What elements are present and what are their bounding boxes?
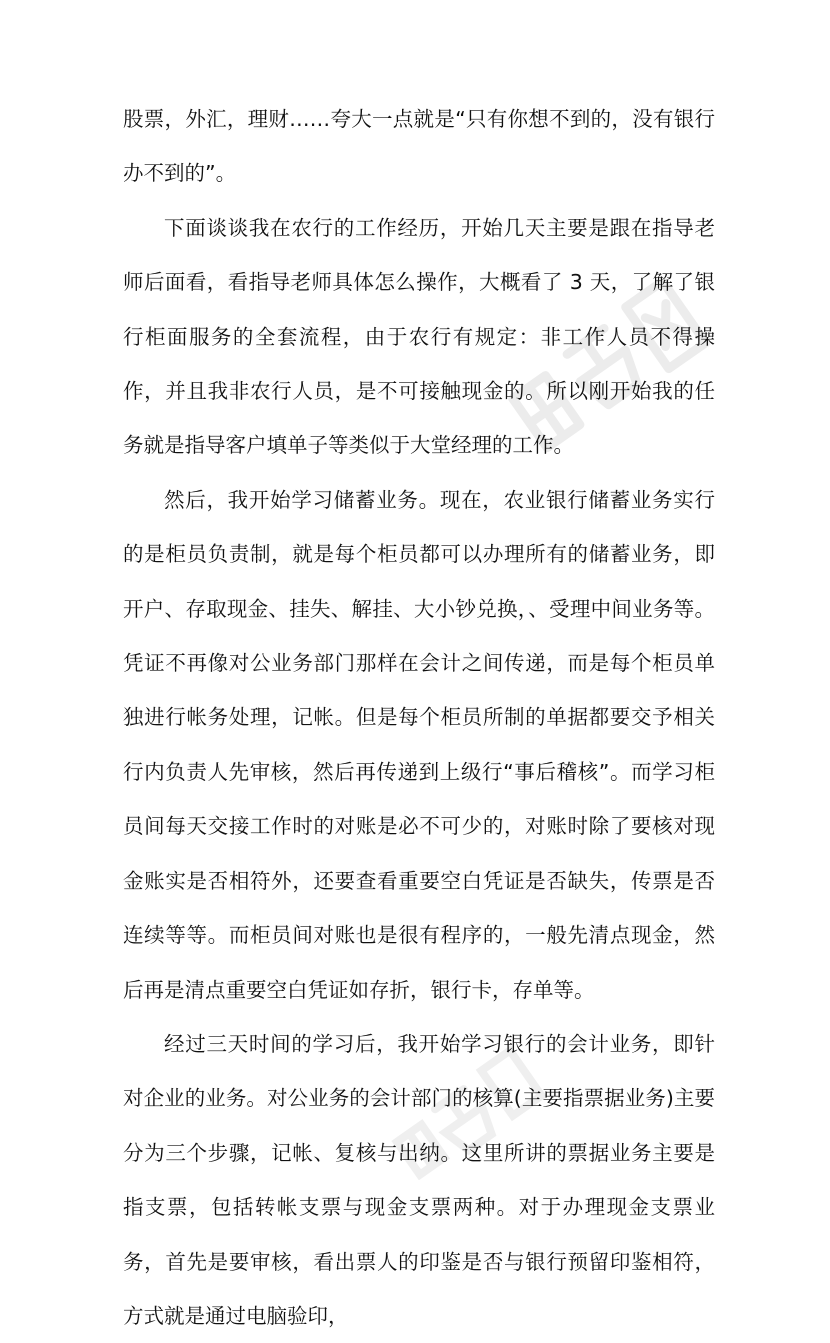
paragraph-continuation: 股票，外汇，理财……夸大一点就是“只有你想不到的，没有银行办不到的”。 xyxy=(123,107,715,186)
document-body xyxy=(123,92,715,1343)
paragraph-accounting-business: 经过三天时间的学习后，我开始学习银行的会计业务，即针对企业的业务。对公业务的会计部门的核算(主要指票据业务)主要分为三个步骤，记帐、复核与出纳。这里所讲的票据业务主要是指支票，包括转帐支票与现金支票两种。对于办理现金支票业务，首先是要审核，看出票人的印鉴是否与银行预留印鉴相符，方式就是通过电脑验印， xyxy=(123,1031,715,1328)
paragraph-work-experience: 下面谈谈我在农行的工作经历，开始几天主要是跟在指导老师后面看，看指导老师具体怎么操作，大概看了 3 天，了解了银行柜面服务的全套流程，由于农行有规定：非工作人员不得操作，并且我非农行人员，是不可接触现金的。所以刚开始我的任务就是指导客户填单子等类似于大堂经理的工作。 xyxy=(123,215,715,458)
paragraph-savings-business: 然后，我开始学习储蓄业务。现在，农业银行储蓄业务实行的是柜员负责制，就是每个柜员都可以办理所有的储蓄业务，即开户、存取现金、挂失、解挂、大小钞兑换，、受理中间业务等。凭证不再像对公业务部门那样在会计之间传递，而是每个柜员单独进行帐务处理，记帐。但是每个柜员所制的单据都要交予相关行内负责人先审核，然后再传递到上级行“事后稽核”。而学习柜员间每天交接工作时的对账是必不可少的，对账时除了要核对现金账实是否相符外，还要查看重要空白凭证是否缺失，传票是否连续等等。而柜员间对账也是很有程序的，一般先清点现金，然后再是清点重要空白凭证如存折，银行卡，存单等。 xyxy=(123,487,715,1002)
